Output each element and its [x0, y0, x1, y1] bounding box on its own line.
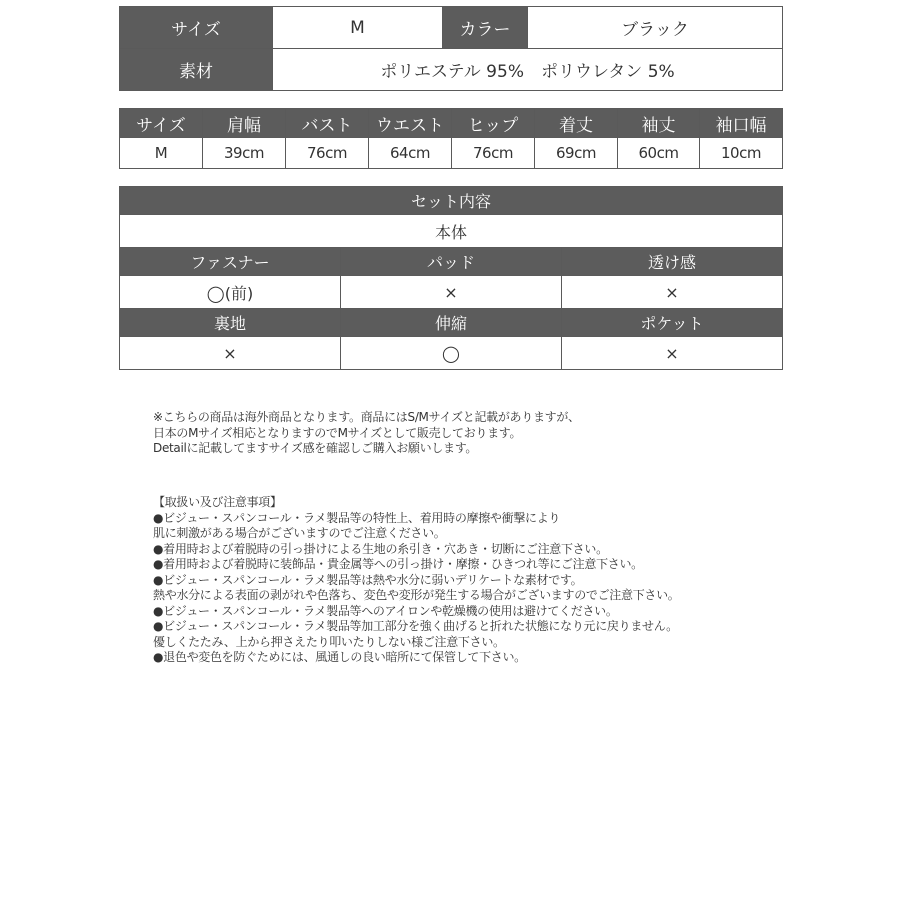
notice-line: ※こちらの商品は海外商品となります。商品にはS/Mサイズと記載がありますが、: [153, 410, 580, 424]
measurement-value: 76cm: [452, 138, 535, 169]
notice-line: 日本のMサイズ相応となりますのでMサイズとして販売しております。: [153, 425, 522, 440]
measurement-header: ヒップ: [452, 109, 535, 138]
care-line: ●ビジュー・スパンコール・ラメ製品等の特性上、着用時の摩擦や衝撃により: [153, 510, 561, 525]
feature-header-stretch: 伸縮: [341, 309, 562, 337]
feature-value-stretch: ◯: [341, 337, 562, 370]
care-instructions: [153, 495, 680, 666]
feature-header-lining: 裏地: [120, 309, 341, 337]
basic-info-table: [119, 6, 783, 91]
material-value: ポリエステル 95% ポリウレタン 5%: [273, 49, 783, 91]
feature-header-pocket: ポケット: [562, 309, 783, 337]
basic-info-row-material: [120, 49, 783, 91]
feature-value-pocket: ×: [562, 337, 783, 370]
measurement-value: 69cm: [535, 138, 618, 169]
care-line: ●退色や変色を防ぐためには、風通しの良い暗所にて保管して下さい。: [153, 650, 526, 664]
measurement-value-row: [120, 138, 783, 169]
feature-header-row: [120, 309, 783, 337]
feature-value-pad: ×: [341, 276, 562, 309]
care-line: 肌に刺激がある場合がございますのでご注意ください。: [153, 526, 446, 540]
measurement-value: 64cm: [369, 138, 452, 169]
size-value: M: [273, 7, 443, 49]
feature-value-row: [120, 276, 783, 309]
color-label: カラー: [443, 7, 528, 49]
measurement-header: ウエスト: [369, 109, 452, 138]
care-line: ●ビジュー・スパンコール・ラメ製品等加工部分を強く曲げると折れた状態になり元に戻りません。: [153, 619, 678, 633]
basic-info-row-size-color: [120, 7, 783, 49]
feature-header-pad: パッド: [341, 248, 562, 276]
material-label: 素材: [120, 49, 273, 91]
measurement-header: 袖口幅: [700, 109, 783, 138]
measurement-header: 袖丈: [618, 109, 700, 138]
feature-value-sheerness: ×: [562, 276, 783, 309]
measurement-header-row: [120, 109, 783, 138]
measurement-header: バスト: [286, 109, 369, 138]
set-contents-value: 本体: [120, 215, 783, 248]
feature-value-row: [120, 337, 783, 370]
set-contents-table: [119, 186, 783, 370]
measurement-value: 10cm: [700, 138, 783, 169]
feature-header-row: [120, 248, 783, 276]
measurement-header: 着丈: [535, 109, 618, 138]
measurement-value: 39cm: [203, 138, 286, 169]
care-line: 熱や水分による表面の剥がれや色落ち、変色や変形が発生する場合がございますのでご注意下さい。: [153, 588, 680, 602]
feature-header-sheerness: 透け感: [562, 248, 783, 276]
feature-header-zipper: ファスナー: [120, 248, 341, 276]
measurement-header: 肩幅: [203, 109, 286, 138]
care-line: ●ビジュー・スパンコール・ラメ製品等は熱や水分に弱いデリケートな素材です。: [153, 572, 583, 587]
notice-line: Detailに記載してますサイズ感を確認しご購入お願いします。: [153, 441, 478, 455]
overseas-product-notice: [153, 410, 580, 457]
measurement-value: 76cm: [286, 138, 369, 169]
care-line: ●着用時および着脱時に装飾品・貴金属等への引っ掛け・摩擦・ひきつれ等にご注意下さい。: [153, 557, 643, 571]
care-line: 優しくたたみ、上から押さえたり叩いたりしない様ご注意下さい。: [153, 634, 505, 649]
measurement-value: 60cm: [618, 138, 700, 169]
care-line: ●着用時および着脱時の引っ掛けによる生地の糸引き・穴あき・切断にご注意下さい。: [153, 541, 608, 556]
color-value: ブラック: [528, 7, 783, 49]
measurement-table: [119, 108, 783, 169]
set-header-row: [120, 187, 783, 215]
measurement-value: M: [120, 138, 203, 169]
set-contents-header: セット内容: [120, 187, 783, 215]
measurement-header: サイズ: [120, 109, 203, 138]
care-title: 【取扱い及び注意事項】: [153, 495, 282, 509]
set-value-row: [120, 215, 783, 248]
feature-value-lining: ×: [120, 337, 341, 370]
care-line: ●ビジュー・スパンコール・ラメ製品等へのアイロンや乾燥機の使用は避けてください。: [153, 603, 618, 618]
size-label: サイズ: [120, 7, 273, 49]
feature-value-zipper: ◯(前): [120, 276, 341, 309]
